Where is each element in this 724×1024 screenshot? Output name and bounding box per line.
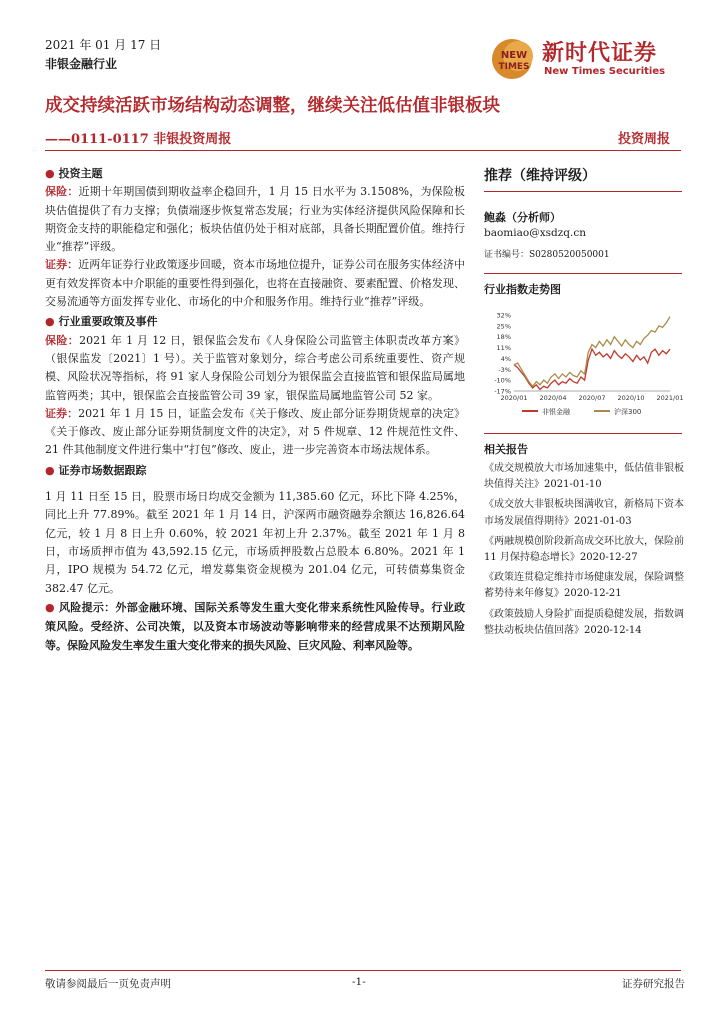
logo-mark-line1: NEW [500,50,528,61]
index-trend-chart [484,309,684,424]
y-tick-label: -17% [494,387,511,396]
logo-mark-line2: TIMES [498,62,530,72]
related-report-item[interactable]: 《政策连贯稳定维持市场健康发展，保险调整蓄势待来年修复》2020-12-21 [484,572,684,600]
theme-insurance-paragraph: 保险：近期十年期国债到期收益率企稳回升，1 月 15 日水平为 3.1508%，为保险板块估值提供了有力支撑；负债端逐步恢复常态发展；行业为实体经济提供风险保障和长期资金支持的职能稳定和强化；板块估值仍处于相对底部，具备长期配置价值。维持行业“推荐”评级。 [45,185,466,254]
analyst-name: 鲍淼（分析师） [484,211,561,224]
footer-label: 证券研究报告 [622,978,685,990]
y-tick-label: -10% [494,376,511,385]
x-tick-label: 2020/07 [578,394,606,402]
risk-warning: ● 风险提示：外部金融环境、国际关系等发生重大变化带来系统性风险传导。行业政策风险。受经济、公司决策，以及资本市场波动等影响带来的经营成果不达预期风险等。保险风险发生率发生重大变化带来的损失风险、巨灾风险、利率风险等。 [45,600,465,652]
section-policy-heading: ● 行业重要政策及事件 [45,315,158,329]
section-theme-heading: ● 投资主题 [45,167,103,180]
related-report-item[interactable]: 《政策鼓励人身险扩面提质稳健发展，指数调整扶动板块估值回落》2020-12-14 [484,608,684,636]
y-tick-label: 4% [500,354,511,363]
policy-insurance-paragraph: 保险：2021 年 1 月 12 日，银保监会发布《人身保险公司监管主体职责改革方案》（银保监发〔2021〕1 号）。关于监管对象划分，综合考虑公司系统重要性、资产规模、风险状况等指标，将 91 家人身保险公司划分为银保监会直接监管和银保监局属地监管两类；其中，银保监会直接监管公司 39 家，银保监局属地监管公司 52 家。 [45,333,465,402]
market-data-paragraph: 1 月 11 日至 15 日，股票市场日均成交金额为 11,385.60 亿元，环比下降 4.25%，同比上升 77.89%。截至 2021 年 1 月 14 日，沪深两市融资融券余额达 16,826.64 亿元，较 1 月 8 日上升 0.60%，较 2021 年初上升 2.37%。截至 2021 年 1 月 8 日，市场质押市值为 43,592.15 亿元，市场质押股数占总股本 6.80%。2021 年 1 月，IPO 规模为 54.72 亿元，增发募集资金规模为 201.04 亿元，可转债募集资金 382.47 亿元。 [45,490,465,595]
rating-divider [484,191,682,192]
sector-name: 非银金融行业 [45,57,118,71]
company-logo [488,34,678,84]
legend-label: 非银金融 [542,408,570,416]
x-tick-label: 2020/10 [617,394,645,402]
theme-securities-paragraph: 证券：近两年证券行业政策逐步回暖，资本市场地位提升，证券公司在服务实体经济中更有效发挥资本中介职能的重要性得到强化，也将在直接融资、要素配置、价格发现、交易流通等方面发挥专业化、市场化的中介和服务作用。维持行业“推荐”评级。 [45,258,466,309]
x-tick-label: 2020/01 [500,394,528,402]
series-line-hs300 [514,317,670,387]
footer-divider [45,970,681,971]
title-divider [45,150,681,151]
rating: 推荐（维持评级） [484,168,596,184]
sidebar [484,163,684,636]
related-report-item[interactable]: 《成交放大非银板块图满收官，新格局下资本市场发展值得期待》2021-01-03 [484,499,684,527]
analyst-email: baomiao@xsdzq.cn [484,227,586,239]
logo-mark-icon [488,34,540,84]
related-reports-list [484,461,684,643]
y-tick-label: 11% [496,344,511,353]
logo-en-text: New Times Securities [544,66,666,77]
section-market-heading: ● 证券市场数据跟踪 [45,463,147,477]
logo-cn-text: 新时代证券 [542,40,658,66]
policy-securities-paragraph: 证券：2021 年 1 月 15 日，证监会发布《关于修改、废止部分证券期货规章的决定》《关于修改、废止部分证券期货制度文件的决定》，对 5 件规章、12 件规范性文件、21 件其他制度文件进行集中“打包”修改、废止，进一步完善资本市场法规体系。 [45,406,466,457]
x-tick-label: 2020/04 [539,394,567,402]
report-title: 成交持续活跃市场结构动态调整，继续关注低估值非银板块 [45,96,500,116]
related-reports-title: 相关报告 [484,443,528,456]
main-column [45,163,465,655]
page-number: -1- [352,976,366,988]
chart-divider [484,273,682,274]
footer-disclaimer: 敬请参阅最后一页免责声明 [45,978,171,990]
report-date: 2021 年 01 月 17 日 [45,38,162,52]
analyst-cert: 证书编号：S0280520050001 [484,250,610,260]
related-report-item[interactable]: 《两融规模创阶段新高成交环比放大，保险前 11 月保持稳态增长》2020-12-27 [484,535,684,564]
y-tick-label: 18% [496,333,511,342]
y-tick-label: 32% [496,311,511,320]
related-divider [484,433,682,434]
y-tick-label: -3% [498,365,511,374]
y-tick-label: 25% [496,322,511,331]
chart-title: 行业指数走势图 [484,283,561,296]
legend-label: 沪深300 [614,408,642,416]
report-type: 投资周报 [618,132,671,147]
related-report-item[interactable]: 《成交规模放大市场加速集中，低估值非银板块值得关注》2021-01-10 [484,463,684,491]
report-subtitle: ——0111-0117 非银投资周报 [45,132,232,147]
x-tick-label: 2021/01 [656,394,684,402]
